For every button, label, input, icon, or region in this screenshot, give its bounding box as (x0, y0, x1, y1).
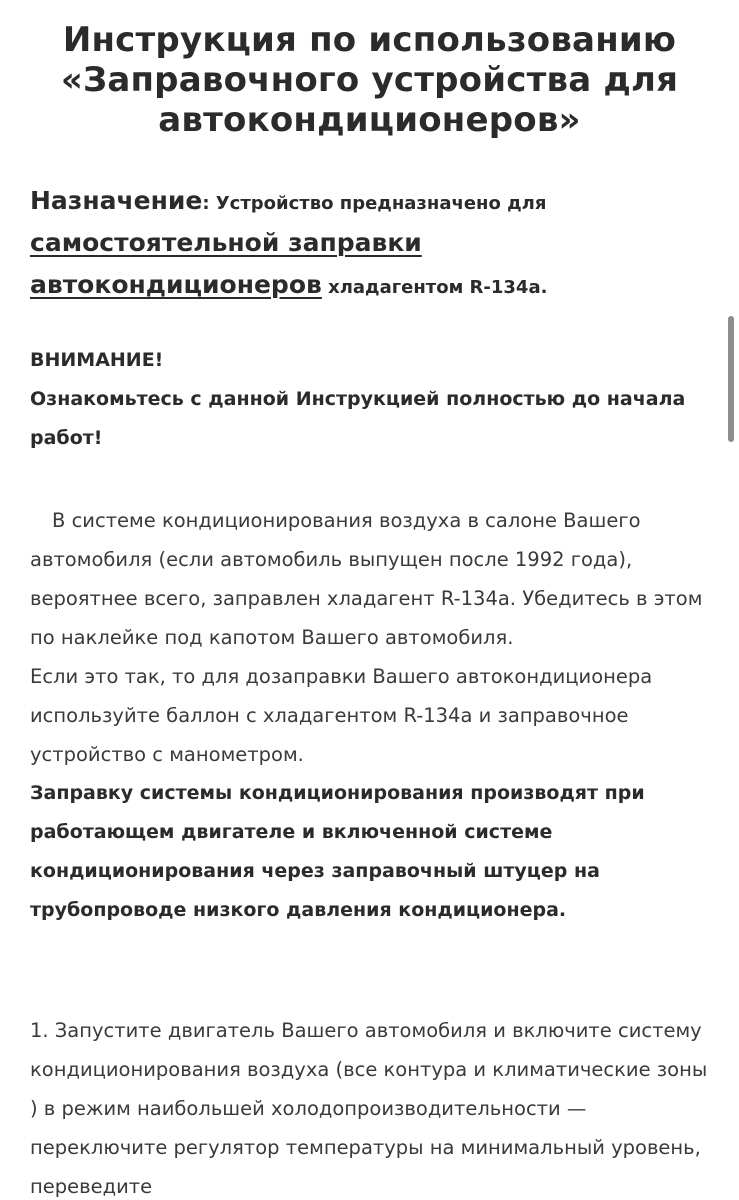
paragraph-refill-equipment: Если это так, то для дозаправки Вашего автокондиционера используйте баллон с хладагентом R-134a и заправочное устройство с манометром. (30, 665, 653, 766)
paragraph-refrigerant-check: В системе кондиционирования воздуха в салоне Вашего автомобиля (если автомобиль выпущен после 1992 года), вероятнее всего, заправлен хладагент R-134a. Убедитесь в этом по наклейке под капотом Вашего автомобиля. (30, 509, 703, 649)
purpose-section (30, 181, 720, 307)
purpose-heading: Назначение (30, 186, 203, 215)
warning-block (30, 341, 720, 458)
paragraph-refill-conditions: Заправку системы кондиционирования производят при работающем двигателе и включенной системе кондиционирования через заправочный штуцер на трубопроводе низкого давления кондиционера. (30, 782, 645, 921)
instruction-body (30, 501, 720, 930)
purpose-text-before: Устройство предназначено для (209, 193, 547, 214)
purpose-text-after: хладагентом R-134a. (321, 277, 548, 298)
warning-text: Ознакомьтесь с данной Инструкцией полностью до начала работ! (30, 388, 686, 449)
scrollbar-thumb[interactable] (728, 316, 734, 442)
step-1: 1. Запустите двигатель Вашего автомобиля и включите систему кондиционирования воздуха (все контура и климатические зоны ) в режим наибольшей холодопроизводительности — переключите регулятор температуры на минимальный уровень, переведите (30, 1019, 708, 1198)
purpose-colon: : (202, 193, 210, 214)
page-title: Инструкция по использованию «Заправочного устройства для автокондиционеров» (60, 20, 679, 140)
warning-title: ВНИМАНИЕ! (30, 349, 164, 371)
self-refill-link[interactable]: самостоятельной заправки автокондиционеров (30, 228, 422, 299)
